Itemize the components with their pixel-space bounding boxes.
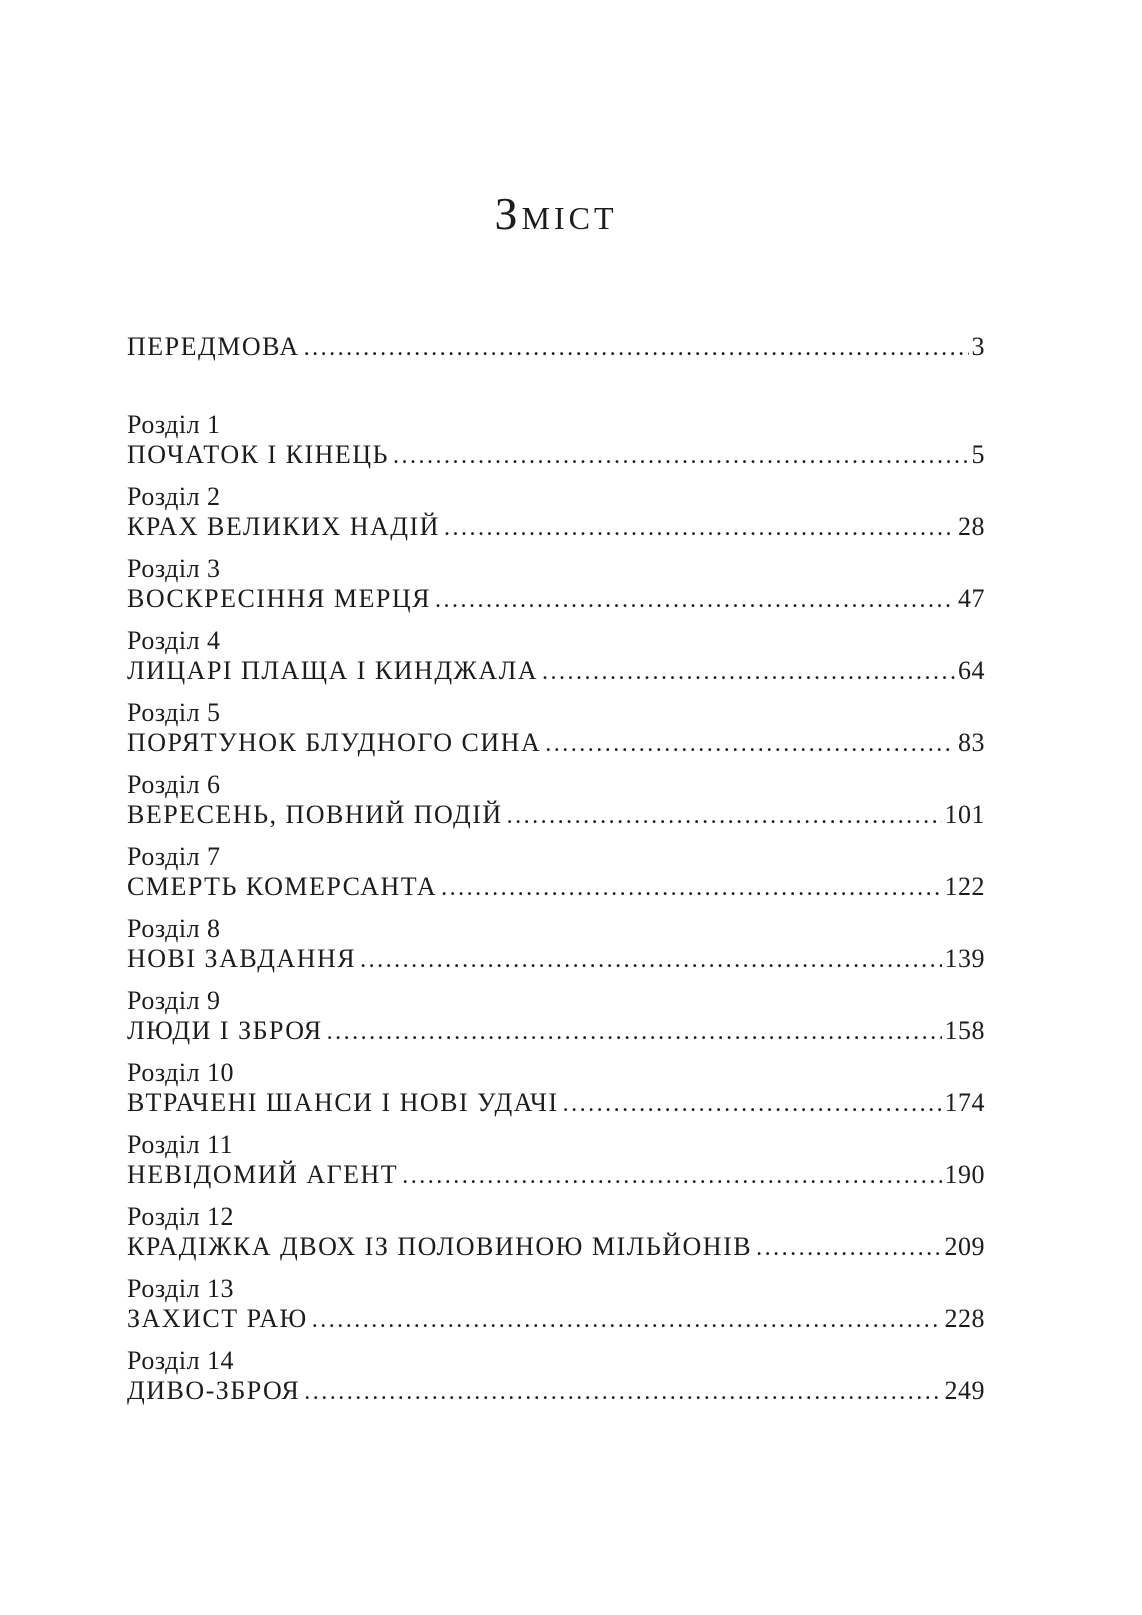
toc-entry-page: 228 <box>944 1304 985 1333</box>
toc-entry-page: 249 <box>944 1376 985 1405</box>
toc-entry <box>127 1232 985 1263</box>
toc-entry-page: 139 <box>944 944 985 973</box>
toc-chapter <box>127 626 985 687</box>
toc-entry-page: 47 <box>958 584 985 613</box>
dot-leader <box>312 1304 942 1335</box>
dot-leader <box>542 656 955 687</box>
toc-entry-page: 28 <box>958 512 985 541</box>
toc-entry-page: 158 <box>944 1016 985 1045</box>
toc-entry-preface <box>127 332 985 363</box>
toc-entry-page: 64 <box>958 656 985 685</box>
dot-leader <box>327 1016 942 1047</box>
chapter-label: Розділ 4 <box>127 626 221 655</box>
toc-entry-page: 190 <box>944 1160 985 1189</box>
toc-entry-title: ВЕРЕСЕНЬ, ПОВНИЙ ПОДІЙ <box>127 800 503 829</box>
chapter-label: Розділ 14 <box>127 1346 235 1375</box>
chapter-label: Розділ 12 <box>127 1202 235 1231</box>
toc-list <box>127 332 985 1407</box>
toc-entry-title: ПЕРЕДМОВА <box>127 332 300 361</box>
toc-chapter <box>127 1346 985 1407</box>
dot-leader <box>435 584 955 615</box>
dot-leader <box>360 944 941 975</box>
dot-leader <box>402 1160 941 1191</box>
toc-entry-page: 174 <box>944 1088 985 1117</box>
chapter-label: Розділ 7 <box>127 842 221 871</box>
chapter-label: Розділ 5 <box>127 698 221 727</box>
toc-entry <box>127 1376 985 1407</box>
toc-entry-page: 83 <box>958 728 985 757</box>
chapter-label: Розділ 6 <box>127 770 221 799</box>
toc-entry-page: 101 <box>944 800 985 829</box>
toc-entry <box>127 512 985 543</box>
toc-entry <box>127 1088 985 1119</box>
dot-leader <box>304 1376 941 1407</box>
toc-entry-title: КРАДІЖКА ДВОХ ІЗ ПОЛОВИНОЮ МІЛЬЙОНІВ <box>127 1232 753 1261</box>
chapter-label: Розділ 2 <box>127 482 221 511</box>
toc-entry-title: ДИВО-ЗБРОЯ <box>127 1376 301 1405</box>
toc-entry <box>127 1160 985 1191</box>
dot-leader <box>545 728 955 759</box>
toc-entry <box>127 872 985 903</box>
toc-entry-title: КРАХ ВЕЛИКИХ НАДІЙ <box>127 512 440 541</box>
toc-chapter <box>127 410 985 471</box>
toc-entry <box>127 728 985 759</box>
toc-entry-title: НОВІ ЗАВДАННЯ <box>127 944 357 973</box>
toc-chapter <box>127 554 985 615</box>
toc-entry-page: 209 <box>944 1232 985 1261</box>
chapter-label: Розділ 11 <box>127 1130 234 1159</box>
toc-chapter <box>127 698 985 759</box>
chapter-label: Розділ 3 <box>127 554 221 583</box>
dot-leader <box>444 512 955 543</box>
toc-chapter <box>127 986 985 1047</box>
toc-chapter <box>127 1274 985 1335</box>
toc-entry-title: ПОЧАТОК І КІНЕЦЬ <box>127 440 389 469</box>
toc-entry <box>127 800 985 831</box>
toc-entry-title: ЛЮДИ І ЗБРОЯ <box>127 1016 323 1045</box>
toc-entry <box>127 1304 985 1335</box>
toc-entry-page: 5 <box>971 440 985 469</box>
toc-entry <box>127 584 985 615</box>
chapter-label: Розділ 1 <box>127 410 221 439</box>
toc-entry-title: ПОРЯТУНОК БЛУДНОГО СИНА <box>127 728 542 757</box>
dot-leader <box>393 440 969 471</box>
toc-chapter <box>127 482 985 543</box>
toc-entry-title: СМЕРТЬ КОМЕРСАНТА <box>127 872 438 901</box>
toc-chapter <box>127 914 985 975</box>
chapter-label: Розділ 10 <box>127 1058 235 1087</box>
chapters-container <box>127 410 985 1407</box>
toc-entry <box>127 656 985 687</box>
toc-entry <box>127 1016 985 1047</box>
toc-chapter <box>127 1202 985 1263</box>
toc-entry-page: 122 <box>944 872 985 901</box>
dot-leader <box>441 872 941 903</box>
toc-entry-title: ВОСКРЕСІННЯ МЕРЦЯ <box>127 584 431 613</box>
toc-chapter <box>127 770 985 831</box>
toc-chapter <box>127 842 985 903</box>
toc-entry-title: ЗАХИСТ РАЮ <box>127 1304 308 1333</box>
dot-leader <box>507 800 942 831</box>
toc-chapter <box>127 1058 985 1119</box>
toc-entry-title: НЕВІДОМИЙ АГЕНТ <box>127 1160 399 1189</box>
toc-chapter <box>127 1130 985 1191</box>
toc-entry <box>127 440 985 471</box>
page-title: Зміст <box>494 188 618 239</box>
toc-entry-title: ВТРАЧЕНІ ШАНСИ І НОВІ УДАЧІ <box>127 1088 559 1117</box>
toc-entry-page: 3 <box>971 332 985 361</box>
chapter-label: Розділ 8 <box>127 914 221 943</box>
dot-leader <box>756 1232 941 1263</box>
toc-entry <box>127 944 985 975</box>
chapter-label: Розділ 9 <box>127 986 221 1015</box>
toc-entry-title: ЛИЦАРІ ПЛАЩА І КИНДЖАЛА <box>127 656 539 685</box>
dot-leader <box>304 332 969 363</box>
dot-leader <box>563 1088 942 1119</box>
chapter-label: Розділ 13 <box>127 1274 235 1303</box>
